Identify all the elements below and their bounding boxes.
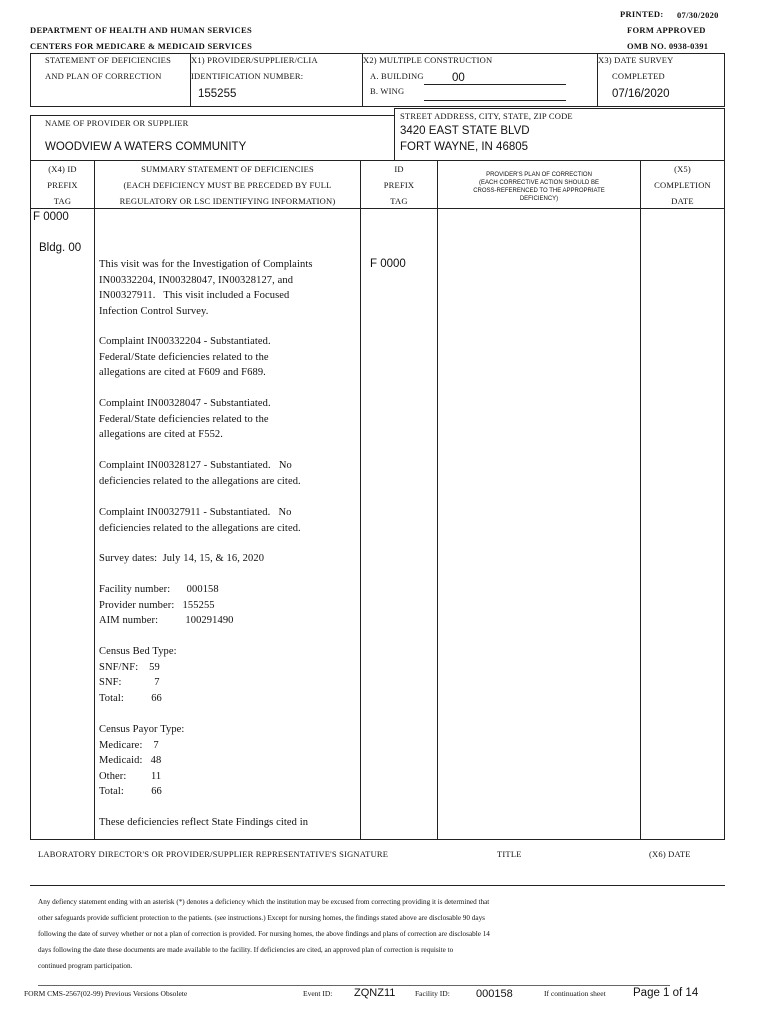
event-id: ZQNZ11 [354,987,396,999]
signature-bottom-border [30,885,725,886]
x3-label-1: X3) DATE SURVEY [598,55,674,65]
id-header-2: PREFIX [383,180,415,190]
box2-divider [394,108,395,160]
disclaimer [38,894,490,974]
x2-label: X2) MULTIPLE CONSTRUCTION [363,55,493,65]
form-approved: FORM APPROVED [627,25,706,35]
event-id-label: Event ID: [303,989,333,998]
box1-bottom-border [30,106,725,107]
footer-rule [38,985,670,986]
provider-name-label: NAME OF PROVIDER OR SUPPLIER [45,118,189,128]
centers-name: CENTERS FOR MEDICARE & MEDICAID SERVICES [30,41,253,51]
title-label: TITLE [497,849,522,859]
box1-top-border [30,53,725,54]
plan-header-4: DEFICIENCY) [519,196,559,202]
provider-number: 155255 [198,88,237,100]
box2-top-right-border [394,108,725,109]
box2-left-border [30,115,31,160]
form-number: FORM CMS-2567(02-99) Previous Versions Obsolete [24,989,188,998]
x1-label-1: X1) PROVIDER/SUPPLIER/CLIA [191,55,318,65]
box1-left-border [30,53,31,107]
building-underline [424,84,566,85]
summary-header-1: SUMMARY STATEMENT OF DEFICIENCIES [141,164,314,174]
complaint-4: Complaint IN00327911 - Substantiated. No deficiencies related to the allegations are cited. [99,507,301,534]
city-state-zip: FORT WAYNE, IN 46805 [400,141,529,153]
statement-label-2: AND PLAN OF CORRECTION [45,71,162,81]
box2-top-left-border [30,115,395,116]
complaint-3: Complaint IN00328127 - Substantiated. No deficiencies related to the allegations are cited. [99,460,301,487]
left-prefix-tag: F 0000 [33,211,69,223]
complaint-2: Complaint IN00328047 - Substantiated. Federal/State deficiencies related to the allegations are cited at F552. [99,398,271,440]
printed-date: 07/30/2020 [677,10,719,20]
director-signature-label: LABORATORY DIRECTOR'S OR PROVIDER/SUPPLIER REPRESENTATIVE'S SIGNATURE [38,849,389,859]
building-value: 00 [452,72,465,84]
x1-label-2: IDENTIFICATION NUMBER: [191,71,304,81]
plan-header-2: (EACH CORRECTIVE ACTION SHOULD BE [478,180,600,186]
facility-id: 000158 [476,988,513,1000]
printed-label: PRINTED: [620,9,664,19]
disclaimer-line-1: Any defiency statement ending with an asterisk (*) denotes a deficiency which the institution may be excused from correcting providing it is determined that [38,898,490,906]
facility-numbers: Facility number: 000158 Provider number: 155255 AIM number: 100291490 [99,584,234,626]
census-bed-type: Census Bed Type: SNF/NF: 59 SNF: 7 Total: 66 [99,646,177,704]
page-number: Page 1 of 14 [633,987,699,999]
complaint-1: Complaint IN00332204 - Substantiated. Federal/State deficiencies related to the allegations are cited at F609 and F689. [99,336,271,378]
table-divider-2 [360,160,361,840]
continuation-label: If continuation sheet [544,989,606,998]
box1-right-border [724,53,725,107]
wing-underline [424,100,566,101]
right-prefix-tag: F 0000 [370,258,406,270]
table-header-bottom-border [30,208,725,209]
id-header-3: TAG [390,196,408,206]
census-payor-type: Census Payor Type: Medicare: 7 Medicaid: 48 Other: 11 Total: 66 [99,724,185,797]
x4-header-2: PREFIX [47,180,78,190]
table-divider-3 [437,160,438,840]
x5-header-1: (X5) [674,164,691,174]
survey-dates: Survey dates: July 14, 15, & 16, 2020 [99,553,265,564]
plan-header-3: CROSS-REFERENCED TO THE APPROPRIATE [473,188,605,194]
plan-header-1: PROVIDER'S PLAN OF CORRECTION [486,172,592,178]
disclaimer-line-3: following the date of survey whether or not a plan of correction is provided. For nursing homes, the above findings and plans of correction are disclosable 14 [38,930,490,938]
x4-header-1: (X4) ID [48,164,77,174]
building-tag: Bldg. 00 [39,242,82,254]
x5-header-3: DATE [671,196,694,206]
disclaimer-line-4: days following the date these documents are made available to the facility. If deficiencies are cited, an approved plan of correction is requisite to [38,946,454,954]
state-findings-note: These deficiencies reflect State Findings cited in [99,817,309,828]
disclaimer-line-5: continued program participation. [38,962,133,970]
id-header-1: ID [394,164,404,174]
facility-id-label: Facility ID: [415,989,450,998]
omb-number: OMB NO. 0938-0391 [627,41,709,51]
table-right-border [724,160,725,840]
department-name: DEPARTMENT OF HEALTH AND HUMAN SERVICES [30,25,252,35]
table-divider-1 [94,160,95,840]
x3-label-2: COMPLETED [612,71,665,81]
visit-description: This visit was for the Investigation of Complaints IN00332204, IN00328047, IN00328127, and IN00327911. This visit included a Focused Infection Control Survey. [99,259,313,317]
disclaimer-line-2: other safeguards provide sufficient protection to the patients. (see instructions.) Except for nursing homes, the findings stated above are disclosable 90 days [38,914,485,922]
x4-header-3: TAG [53,196,72,206]
table-top-border [30,160,725,161]
summary-header-3: REGULATORY OR LSC IDENTIFYING INFORMATION) [119,196,336,206]
x6-date-label: (X6) DATE [649,849,691,859]
table-left-border [30,160,31,840]
table-bottom-border [30,839,725,840]
summary-header-2: (EACH DEFICIENCY MUST BE PRECEDED BY FULL [123,180,332,190]
building-label: A. BUILDING [370,71,424,81]
x5-header-2: COMPLETION [654,180,711,190]
provider-name: WOODVIEW A WATERS COMMUNITY [45,141,247,153]
wing-label: B. WING [370,86,405,96]
survey-date: 07/16/2020 [612,88,670,100]
table-divider-4 [640,160,641,840]
statement-label-1: STATEMENT OF DEFICIENCIES [45,55,172,65]
address-label: STREET ADDRESS, CITY, STATE, ZIP CODE [400,111,573,121]
street-address: 3420 EAST STATE BLVD [400,125,530,137]
box2-right-border [724,108,725,160]
